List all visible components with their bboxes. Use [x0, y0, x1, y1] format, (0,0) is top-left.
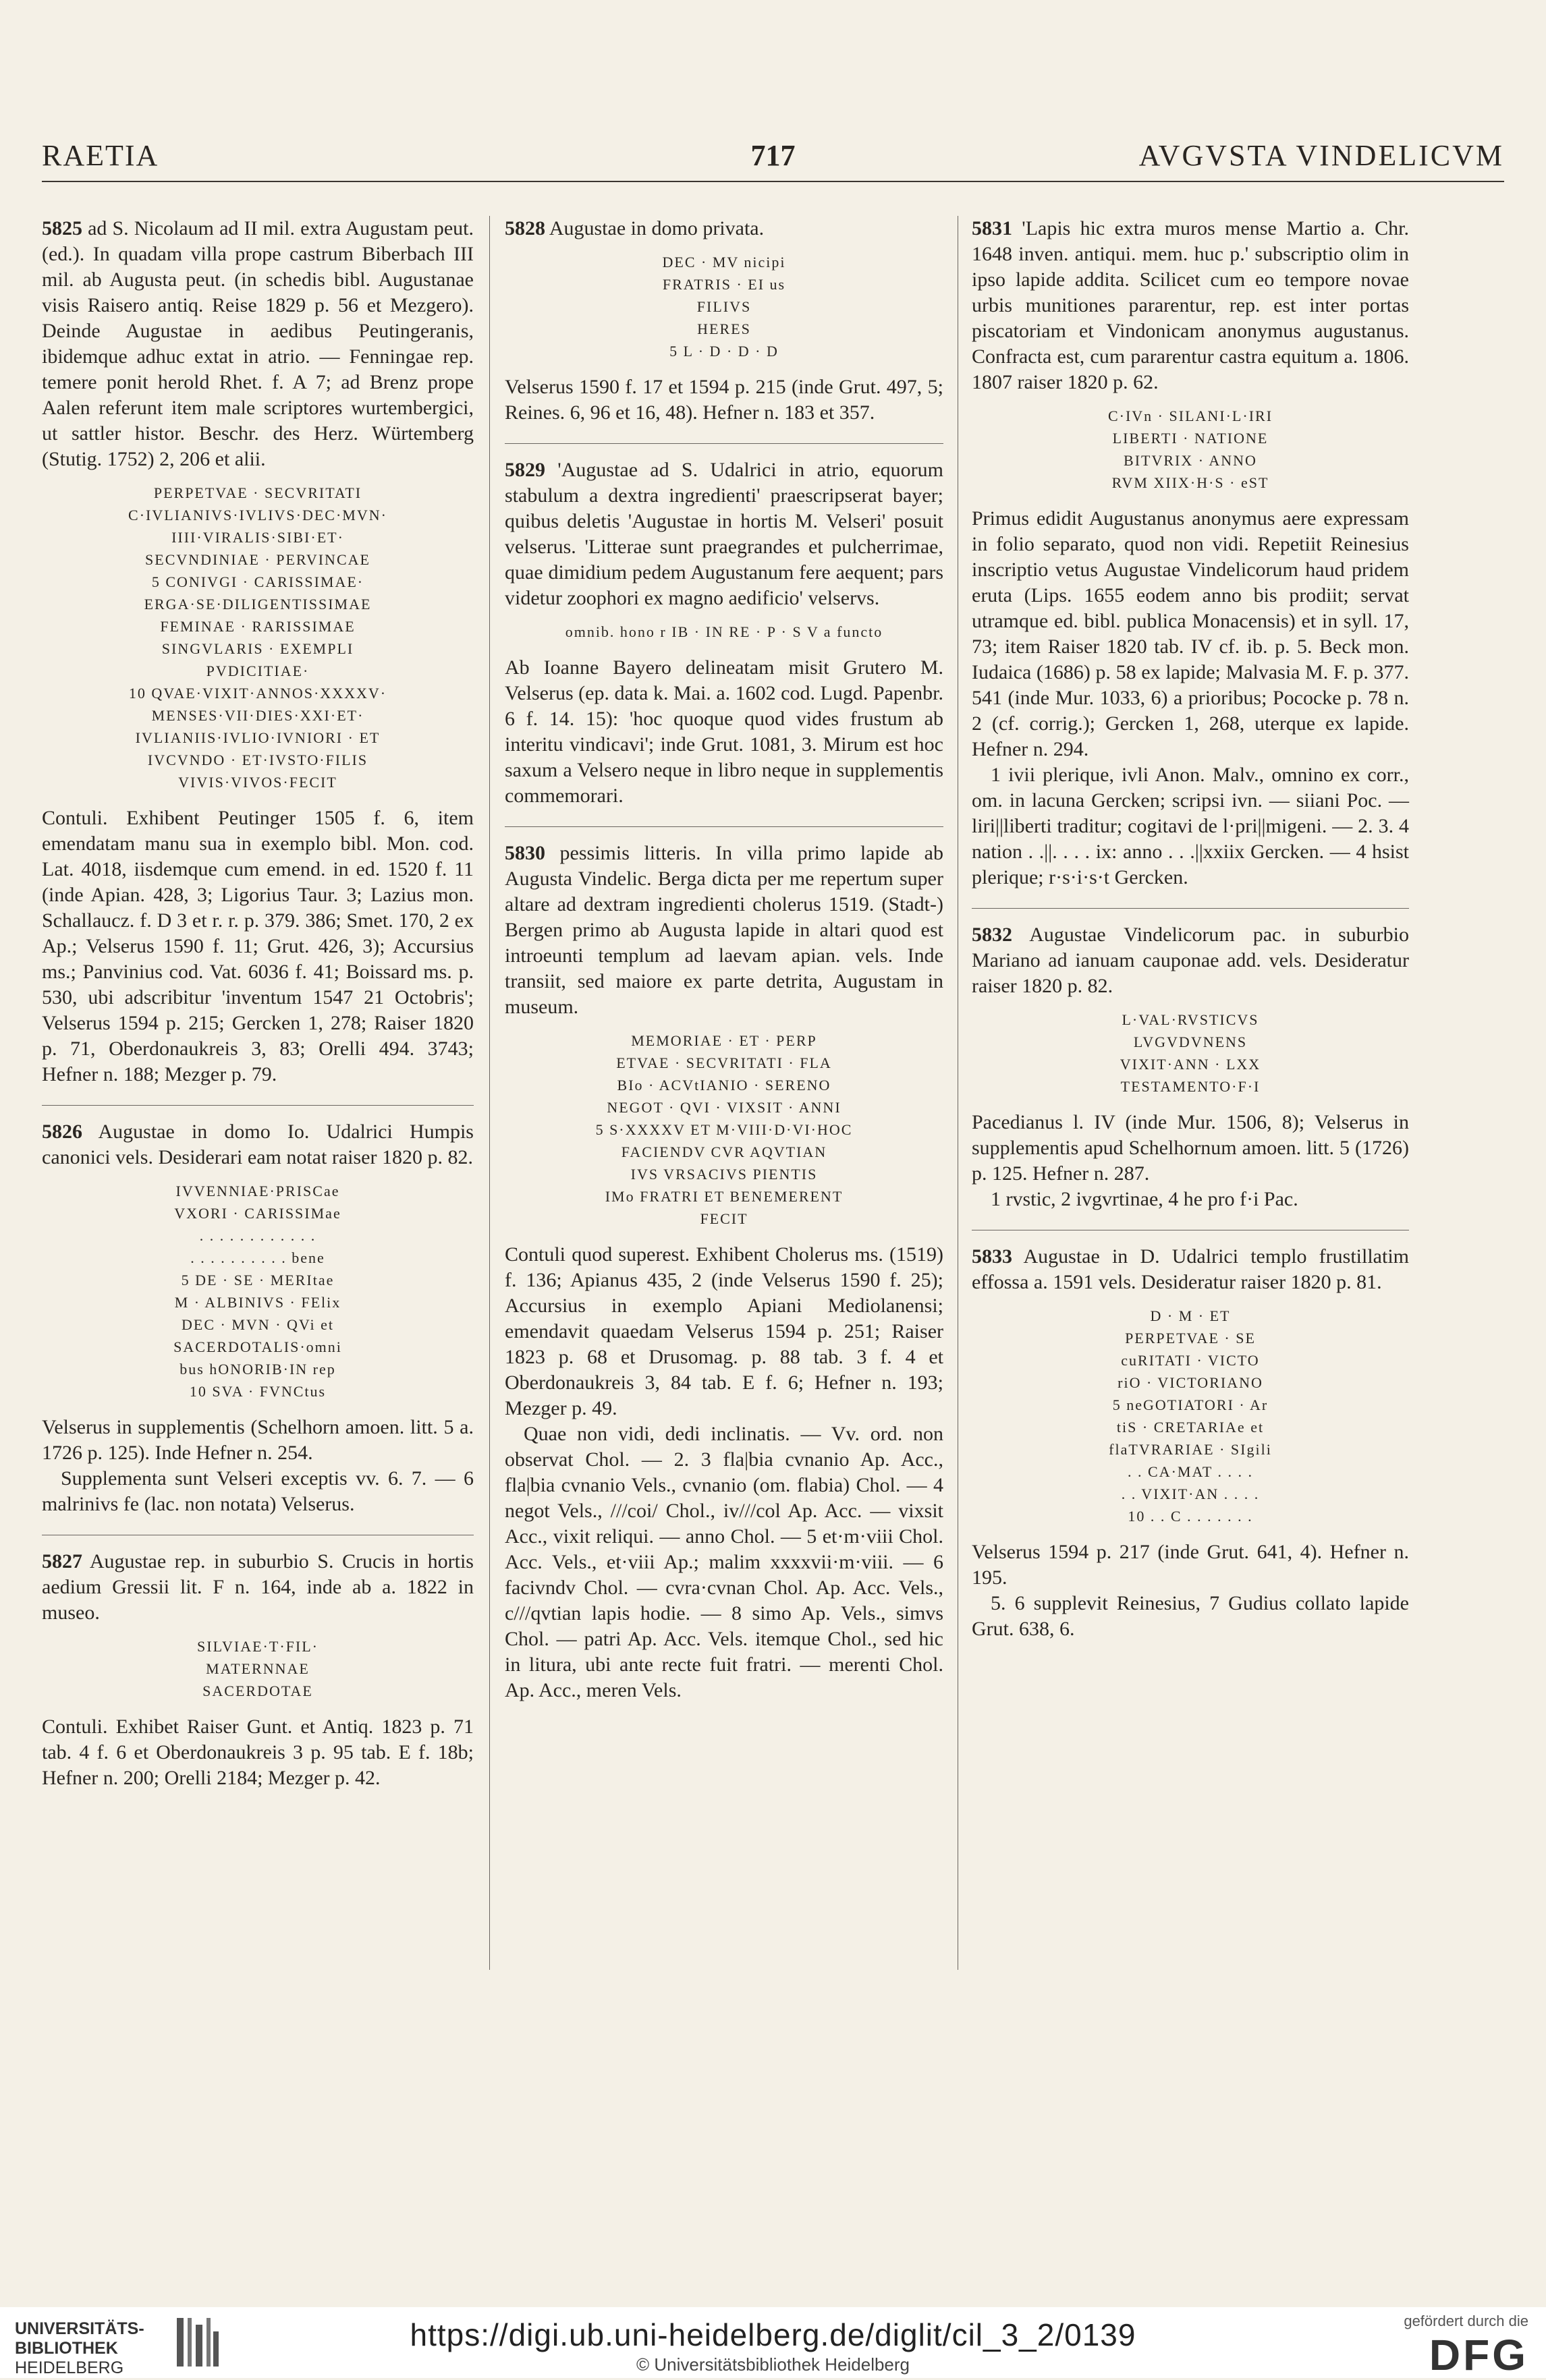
entry-5831 [972, 216, 1409, 890]
entry-divider [505, 826, 943, 827]
inscription-line: MEMORIAE · ET · PERP [631, 1032, 817, 1049]
entry-5829 [505, 457, 943, 809]
inscription-line: VIVIS·VIVOS·FECIT [178, 774, 337, 791]
inscription-line: IMo FRATRI ET BENEMERENT [605, 1188, 844, 1205]
apparatus: 5. 6 supplevit Reinesius, 7 Gudius collato lapide Grut. 638, 6. [972, 1592, 1409, 1640]
inscription-line: . . VIXIT·AN . . . . [1121, 1485, 1260, 1502]
entry-5825 [42, 216, 474, 1087]
commentary: Ab Ioanne Bayero delineatam misit Grutero M. Velserus (ep. data k. Mai. a. 1602 cod. Lugd. Papenbr. 6 f. 14. 15): 'hoc quoque quod vides frustum ab interitu vindicavi'; inde Grut. 1081, 3. Mirum est hoc saxum a Velsero neque in libro neque in supplementis commemorari. [505, 656, 943, 807]
permalink-url[interactable]: https://digi.ub.uni-heidelberg.de/diglit/cil_3_2/0139 [410, 2317, 1136, 2352]
inscription-line: NEGOT · QVI · VIXSIT · ANNI [607, 1099, 841, 1116]
entry-number: 5828 [505, 217, 545, 239]
inscription-line: TESTAMENTO·F·I [1120, 1078, 1261, 1095]
inscription-line: . . . . . . . . . . bene [190, 1249, 325, 1266]
inscription-line: 10 . . C . . . . . . . [1128, 1508, 1253, 1525]
viewer-footer [0, 2307, 1546, 2378]
entry-number: 5826 [42, 1121, 82, 1143]
inscription-line: SECVNDINIAE · PERVINCAE [145, 551, 370, 568]
header-right: AVGVSTA VINDELICVM [1138, 139, 1504, 172]
inscription-line: riO · VICTORIANO [1117, 1374, 1263, 1391]
library-name-line: HEIDELBERG [15, 2358, 124, 2377]
entry-divider [42, 1105, 474, 1106]
entry-text: ad S. Nicolaum ad II mil. extra Augustam peut. (ed.). In quadam villa prope castrum Biberbach III mil. ab Augusta peut. (in schedis bibl. Augustanae visis Raisero antiq. Reise 1829 p. 56 et Mezgero). Deinde Augustae in aedibus Peutingeranis, ibidemque adhuc extat in atrio. — Fenningae rep. temere ponit herold Rhet. f. A 7; ad Brenz prope Aalen referunt item male scriptores wurtembergici, ut sattler histor. Beschr. des Herz. Würtemberg (Stutig. 1752) 2, 206 et alii. [42, 217, 474, 470]
entry-5830 [505, 841, 943, 1703]
inscription-line: IVS VRSACIVS PIENTIS [630, 1166, 818, 1183]
inscription-line: 10 QVAE·VIXIT·ANNOS·XXXXV· [128, 685, 387, 702]
entry-5826 [42, 1119, 474, 1517]
entry-number: 5827 [42, 1550, 82, 1572]
commentary: Contuli. Exhibent Peutinger 1505 f. 6, item emendatam manu sua in exemplo bibl. Mon. cod. Lat. 4018, iisdemque cum emend. in ed. 1520 f. 11 (inde Apian. 428, 3; Ligorius Taur. 3; Lazius mon. Schallaucz. f. D 3 et r. r. p. 379. 386; Smet. 170, 2 ex Ap.; Velserus 1590 f. 11; Grut. 426, 3); Accursius ms.; Panvinius cod. Vat. 6036 f. 41; Boissard ms. p. 530, ubi adscribitur 'inventum 1547 21 Octobris'; Velserus 1594 p. 215; Gercken 1, 278; Raiser 1820 p. 71, Oberdonaukreis 3, 83; Orelli 494. 3743; Hefner n. 188; Mezger p. 79. [42, 807, 474, 1085]
inscription-line: 5 L · D · D · D [669, 343, 779, 360]
inscription-line: tiS · CRETARIAe et [1116, 1419, 1265, 1436]
entry-5827 [42, 1549, 474, 1791]
header-rule [42, 181, 1504, 182]
inscription-line: 5 DE · SE · MERItae [181, 1272, 335, 1288]
column-1 [42, 216, 474, 1809]
inscription-line: IVLIANIIS·IVLIO·IVNIORI · ET [135, 729, 381, 746]
inscription-line: C·IVn · SILANI·L·IRI [1107, 407, 1273, 424]
column-3 [972, 216, 1409, 1660]
entry-number: 5831 [972, 217, 1012, 239]
inscription-line: VXORI · CARISSIMae [174, 1205, 341, 1222]
inscription-line: FRATRIS · EI us [662, 276, 786, 293]
inscription-line: BIo · ACVtIANIO · SERENO [617, 1077, 831, 1094]
inscription [505, 621, 943, 643]
column-divider-1 [489, 216, 490, 1970]
inscription-line: ERGA·SE·DILIGENTISSIMAE [144, 596, 372, 613]
inscription-line: M · ALBINIVS · FElix [174, 1294, 341, 1311]
inscription [505, 251, 943, 362]
entry-number: 5829 [505, 459, 545, 481]
inscription-line: BITVRIX · ANNO [1124, 452, 1257, 469]
entry-text: Augustae rep. in suburbio S. Crucis in hortis aedium Gressii lit. F n. 164, inde ab a. 1822 in museo. [42, 1550, 474, 1624]
inscription [42, 482, 474, 793]
inscription-line: D · M · ET [1150, 1307, 1231, 1324]
inscription-line: LVGVDVNENS [1133, 1033, 1248, 1050]
apparatus: 1 ivii plerique, ivli Anon. Malv., omnino ex corr., om. in lacuna Gercken; scripsi ivn. — siiani Poc. — liri||liberti traditur; cogitavi de l·pri||migeni. — 2. 3. 4 nation . .||. . . . ix: anno . . .||xxiix Gercken. — 4 hsist plerique; r·s·i·s·t Gercken. [972, 764, 1409, 888]
commentary: Pacedianus l. IV (inde Mur. 1506, 8); Velserus in supplementis apud Schelhornum amoen. litt. 5 (1726) p. 125. Hefner n. 287. [972, 1111, 1409, 1185]
entry-number: 5833 [972, 1245, 1012, 1268]
inscription-line: SACERDOTAE [202, 1682, 313, 1699]
running-header [42, 138, 1504, 179]
inscription [42, 1180, 474, 1402]
entry-text: Augustae in domo privata. [545, 217, 765, 239]
inscription-line: SINGVLARIS · EXEMPLI [161, 640, 354, 657]
inscription-line: MENSES·VII·DIES·XXI·ET· [151, 707, 364, 724]
inscription-line: DEC · MV nicipi [662, 254, 786, 271]
inscription-line: FECIT [700, 1210, 748, 1227]
column-2 [505, 216, 943, 1721]
inscription-line: omnib. hono r IB · IN RE · P · S V a functo [565, 623, 883, 640]
inscription-line: SACERDOTALIS·omni [173, 1338, 342, 1355]
apparatus: Supplementa sunt Velseri exceptis vv. 6. 7. — 6 malrinivs fe (lac. non notata) Velserus. [42, 1467, 474, 1515]
inscription-line: HERES [697, 320, 751, 337]
entry-5828 [505, 216, 943, 426]
inscription-line: PERPETVAE · SE [1125, 1330, 1256, 1347]
entry-text: pessimis litteris. In villa primo lapide ab Augusta Vindelic. Berga dicta per me repertum super altare ad dextram ingredienti cholerus 1519. (Stadt-) Bergen primo ab Augusta lapide in altari quod est introeunti templum ad laevam apian. vels. Inde transiit, sed maiore ex parte detrita, Augustam in museum. [505, 842, 943, 1018]
inscription-line: IIII·VIRALIS·SIBI·ET· [171, 529, 344, 546]
apparatus: Quae non vidi, dedi inclinatis. — Vv. ord. non observat Chol. — 2. 3 fla|bia cvnanio Ap. Acc., fla|bia cvnanio Vels., cvnanio (om. flabia) Chol. — 4 negot Vels., ///coi/ Chol., iv///col Ap. Acc. — vixsit Acc., vixit reliqui. — anno Chol. — 5 et·m·viii Chol. Acc. Vels., et·viii Ap.; malim xxxxvii·m·viii. — 6 facivndv Chol. — cvra·cvnan Chol. Ap. Acc. Vels., c///qvtian lapis hodie. — 8 simo Ap. Vels., simvs Chol. — patri Ap. Acc. Vels. itemque Chol., sed hic in litura, ubi ante recte fuit fratri. — merenti Chol. Ap. Acc., meren Vels. [505, 1423, 943, 1701]
inscription-line: cuRITATI · VICTO [1121, 1352, 1260, 1369]
inscription-line: L·VAL·RVSTICVS [1122, 1011, 1259, 1028]
inscription-line: SILVIAE·T·FIL· [197, 1638, 319, 1655]
inscription-line: FILIVS [696, 298, 752, 315]
entry-5833 [972, 1244, 1409, 1642]
inscription-line: MATERNNAE [206, 1660, 310, 1677]
funding-note: gefördert durch die [1404, 2313, 1528, 2329]
commentary: Primus edidit Augustanus anonymus aere expressam in folio separato, quod non vidi. Repetiit Reinesius inscriptio vetus Augustae Vindelicorum haud pridem eruta (Lips. 1655 eodem anno bis prodiit; servat utramque ed. bibl. publica Monacensis) et in syll. 17, 73; item Raiser 1820 tab. IV cf. ib. p. 5. Beck mon. Iudaica (1686) p. 58 ex lapide; Malvasia M. F. p. 377. 541 (inde Mur. 1033, 6) a prioribus; Pococke p. 78 n. 2 (cf. corrig.); Gercken 1, 268, uterque ex lapide. Hefner n. 294. [972, 507, 1409, 760]
inscription [505, 1029, 943, 1230]
inscription-line: RVM XIIX·H·S · eST [1111, 474, 1269, 491]
inscription [972, 1009, 1409, 1098]
inscription-line: PVDICITIAE· [206, 662, 310, 679]
inscription-line: IVCVNDO · ET·IVSTO·FILIS [147, 752, 368, 768]
inscription-line: LIBERTI · NATIONE [1112, 430, 1269, 447]
entry-text: Augustae in D. Udalrici templo frustillatim effossa a. 1591 vels. Desideratur raiser 1820 p. 81. [972, 1245, 1409, 1293]
dfg-logo: DFG [1429, 2331, 1528, 2379]
entry-text: Augustae Vindelicorum pac. in suburbio Mariano ad ianuam cauponae add. vels. Desideratur raiser 1820 p. 82. [972, 924, 1409, 997]
inscription-line: IVVENNIAE·PRISCae [175, 1183, 340, 1199]
commentary: Velserus 1594 p. 217 (inde Grut. 641, 4). Hefner n. 195. [972, 1541, 1409, 1589]
inscription-line: 5 neGOTIATORI · Ar [1112, 1396, 1269, 1413]
inscription-line: . . CA·MAT . . . . [1128, 1463, 1253, 1480]
inscription-line: C·IVLIANIVS·IVLIVS·DEC·MVN· [128, 507, 387, 523]
inscription-line: ETVAE · SECVRITATI · FLA [616, 1054, 832, 1071]
library-name-line: BIBLIOTHEK [15, 2339, 118, 2358]
library-name-line: UNIVERSITÄTS- [15, 2319, 144, 2338]
inscription [972, 405, 1409, 494]
inscription-line: 10 SVA · FVNCtus [189, 1383, 327, 1400]
commentary: Velserus in supplementis (Schelhorn amoen. litt. 5 a. 1726 p. 125). Inde Hefner n. 254. [42, 1416, 474, 1464]
entry-divider [505, 443, 943, 444]
entry-5832 [972, 922, 1409, 1212]
header-left: RAETIA [42, 139, 159, 172]
inscription-line: DEC · MVN · QVi et [182, 1316, 334, 1333]
entry-text: Augustae in domo Io. Udalrici Humpis canonici vels. Desiderari eam notat raiser 1820 p. 82. [42, 1121, 474, 1168]
entry-number: 5832 [972, 924, 1012, 946]
page-number: 717 [750, 139, 796, 172]
commentary: Contuli quod superest. Exhibent Cholerus ms. (1519) f. 136; Apianus 435, 2 (inde Velserus 1590 f. 25); Accursius in exemplo Apiani Mediolanensi; emendavit quaedam Velserus 1594 p. 251; Raiser 1823 p. 68 et Drusomag. p. 88 tab. 3 f. 4 et Oberdonaukreis 3, 84 tab. E f. 6; Hefner n. 193; Mezger p. 49. [505, 1243, 943, 1419]
apparatus: 1 rvstic, 2 ivgvrtinae, 4 he pro f·i Pac. [991, 1188, 1298, 1210]
inscription [42, 1635, 474, 1702]
entry-number: 5825 [42, 217, 82, 239]
inscription-line: . . . . . . . . . . . . [199, 1227, 316, 1244]
inscription-line: bus hONORIB·IN rep [180, 1361, 336, 1378]
inscription-line: 5 CONIVGI · CARISSIMAE· [151, 573, 364, 590]
entry-text: 'Lapis hic extra muros mense Martio a. Chr. 1648 inven. antiqui. mem. huc p.' subscriptio olim in ipso lapide addita. Scilicet cum eo tempore novae urbis munitiones pararentur, rep. est inter portas piscatoriam et Vindonicam anonymus augustanus. Confracta est, cum pararentur castra equitum a. 1806. 1807 raiser 1820 p. 62. [972, 217, 1409, 393]
commentary: Contuli. Exhibet Raiser Gunt. et Antiq. 1823 p. 71 tab. 4 f. 6 et Oberdonaukreis 3 p. 95 tab. E f. 18b; Hefner n. 200; Orelli 2184; Mezger p. 42. [42, 1716, 474, 1789]
entry-divider [972, 908, 1409, 909]
inscription-line: VIXIT·ANN · LXX [1120, 1056, 1261, 1073]
inscription-line: FEMINAE · RARISSIMAE [160, 618, 356, 635]
entry-text: 'Augustae ad S. Udalrici in atrio, equorum stabulum a dextra ingredienti' praescripserat bayer; quibus deletis 'Augustae in hortis M. Velseri' posuit velserus. 'Litterae sunt praegrandes et pulcherrimae, quae dimidium pedem Augustanum fere aequent; pars videtur zoophori ex magno aedificio' velservs. [505, 459, 943, 609]
inscription-line: FACIENDV CVR AQVTIAN [621, 1143, 827, 1160]
commentary: Velserus 1590 f. 17 et 1594 p. 215 (inde Grut. 497, 5; Reines. 6, 96 et 16, 48). Hefner n. 183 et 357. [505, 376, 943, 424]
inscription [972, 1305, 1409, 1527]
copyright-notice: © Universitätsbibliothek Heidelberg [636, 2354, 910, 2375]
entry-number: 5830 [505, 842, 545, 864]
inscription-line: 5 S·XXXXV ET M·VIII·D·VI·HOC [595, 1121, 853, 1138]
inscription-line: flaTVRARIAE · SIgili [1109, 1441, 1272, 1458]
inscription-line: PERPETVAE · SECVRITATI [153, 484, 362, 501]
